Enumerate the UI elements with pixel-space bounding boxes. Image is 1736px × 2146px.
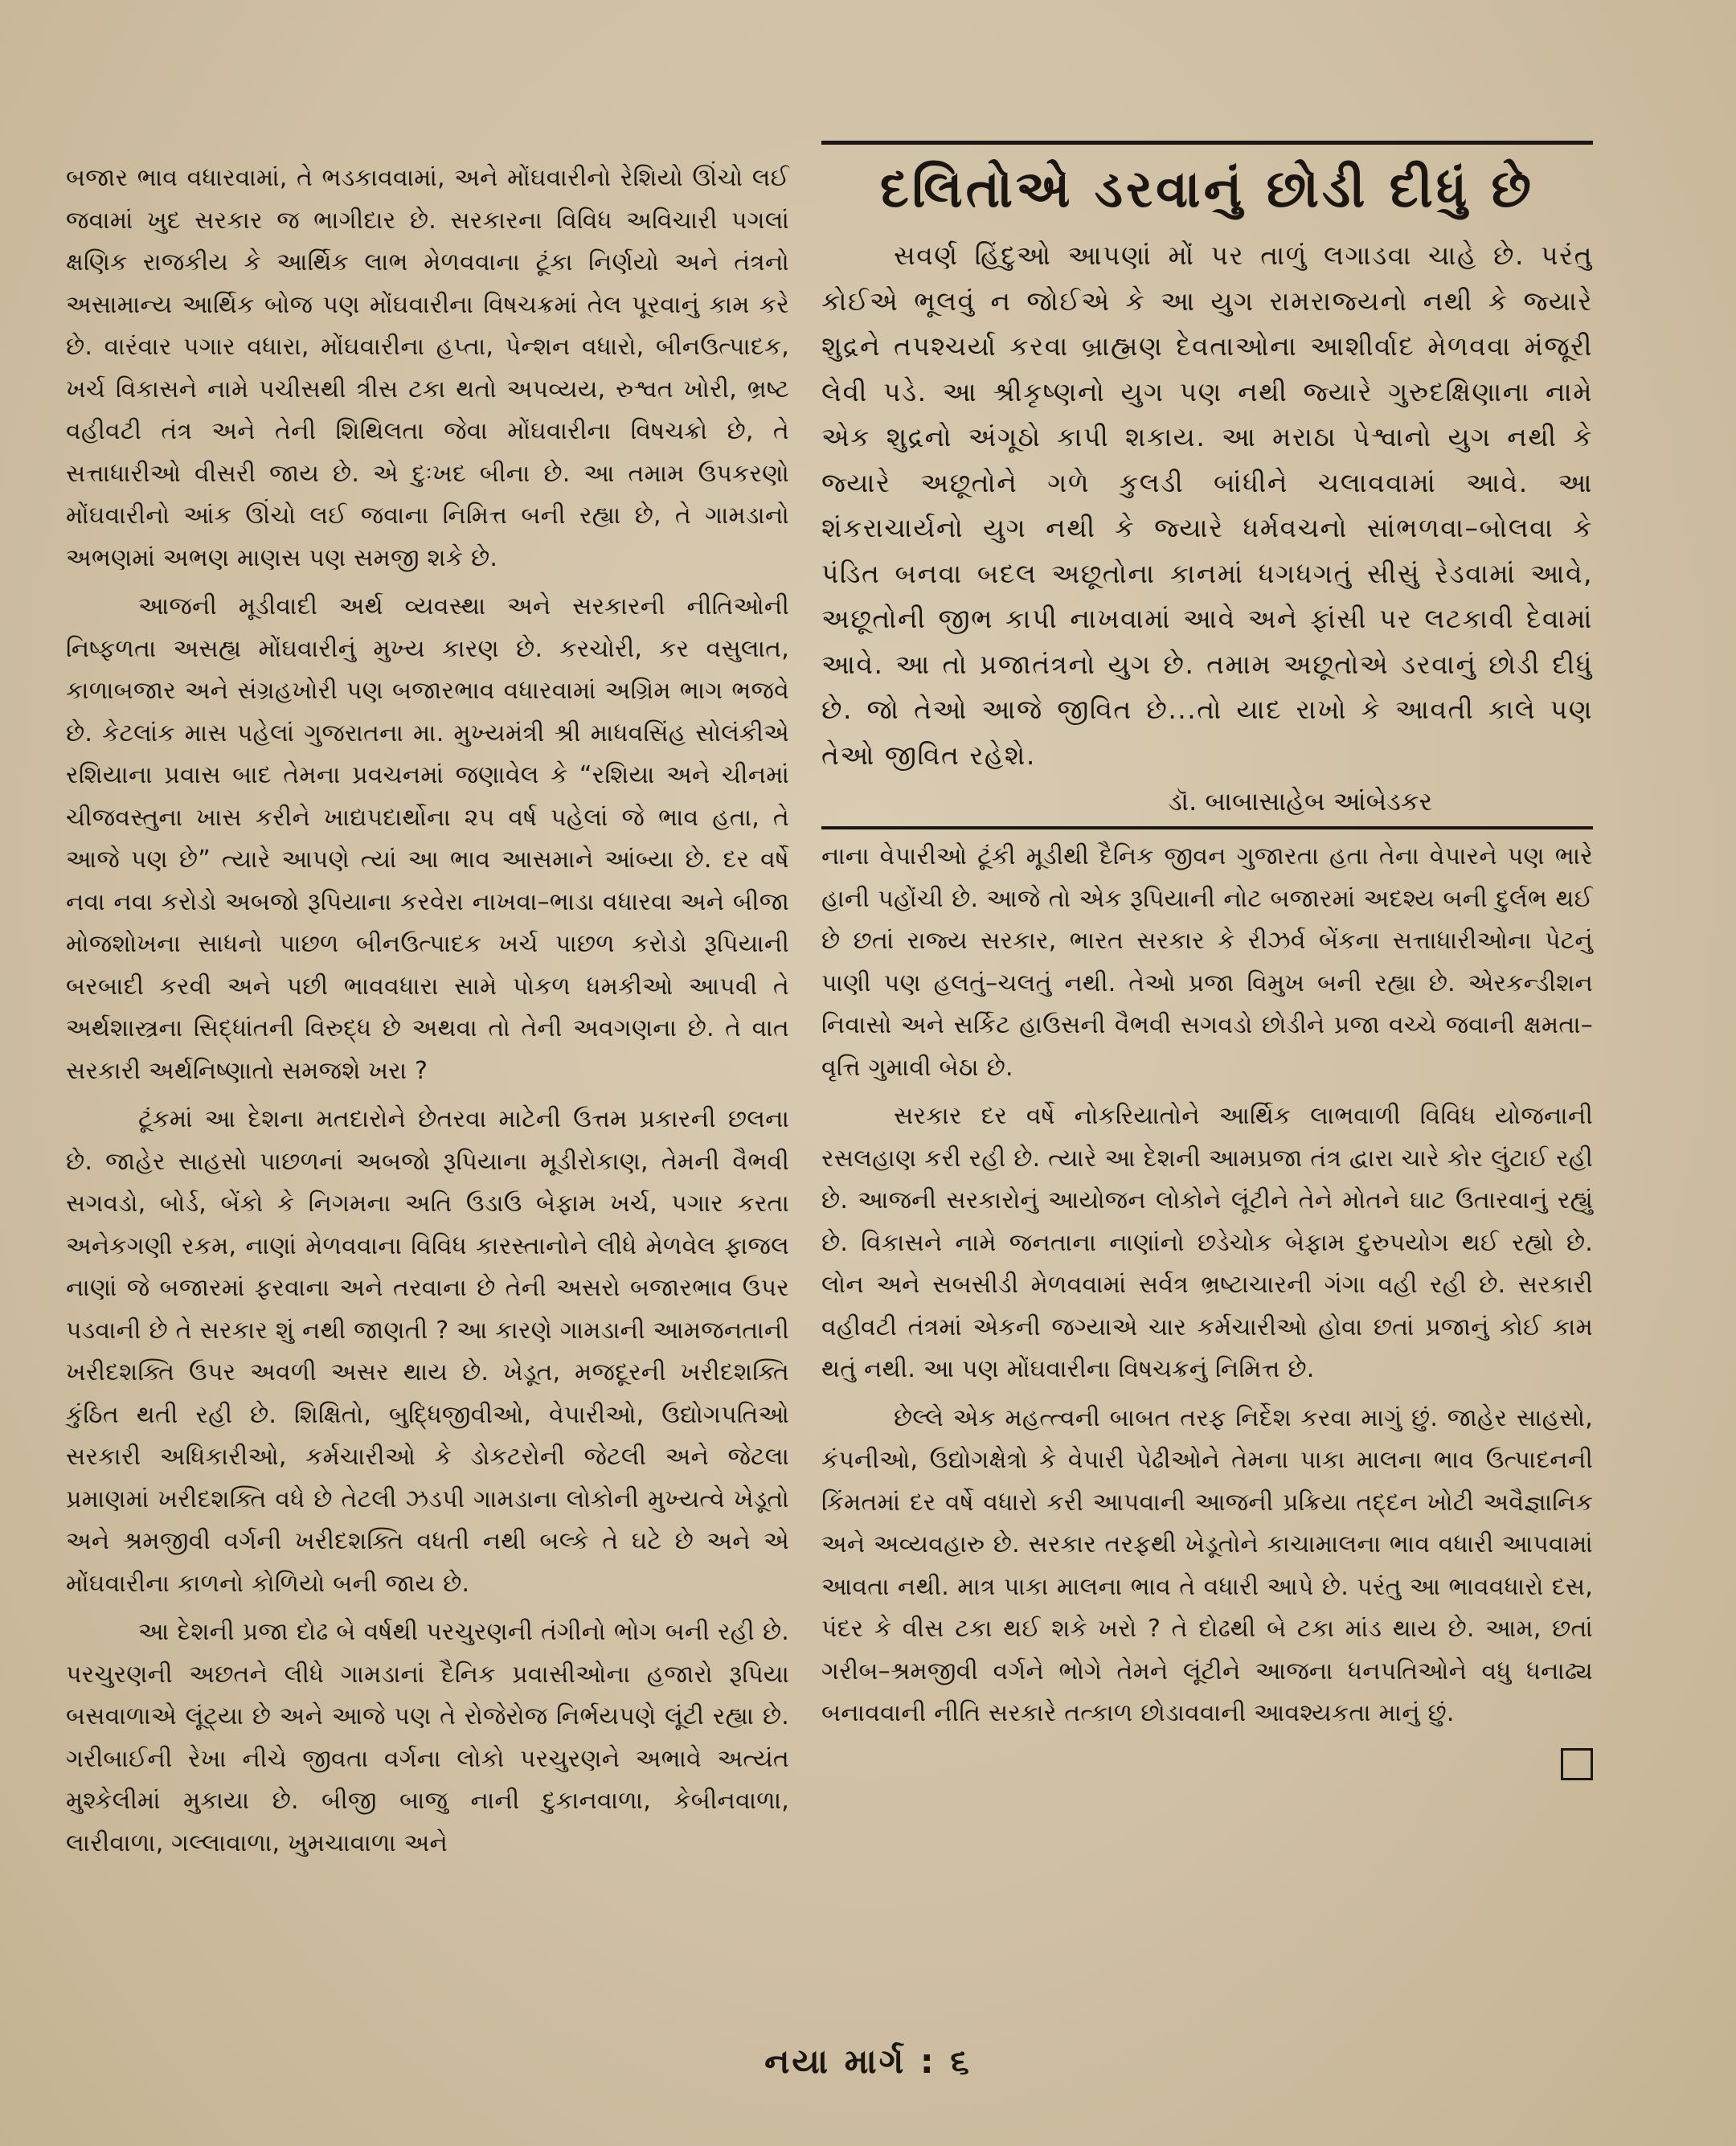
box-top-rule: [821, 141, 1593, 145]
box-title: દલિતોએ ડરવાનું છોડી દીધું છે: [879, 160, 1535, 219]
left-column: [66, 158, 789, 1871]
box-quote-text: સવર્ણ હિંદુઓ આપણાં મોં પર તાળું લગાડવા ચાહે છે. પરંતુ કોઈએ ભૂલવું ન જોઈએ કે આ યુગ રામરાજ્યનો નથી કે જ્યારે શુદ્રને તપશ્ચર્યા કરવા બ્રાહ્મણ દેવતાઓના આશીર્વાદ મેળવવા મંજૂરી લેવી પડે. આ શ્રીકૃષ્ણનો યુગ પણ નથી જ્યારે ગુરુદક્ષિણાના નામે એક શુદ્રનો અંગૂઠો કાપી શકાય. આ મરાઠા પેશ્વાનો યુગ નથી કે જ્યારે અછૂતોને ગળે કુલડી બાંધીને ચલાવવામાં આવે. આ શંકરાચાર્યનો યુગ નથી કે જ્યારે ધર્મવચનો સાંભળવા–બોલવા કે પંડિત બનવા બદલ અછૂતોના કાનમાં ધગધગતું સીસું રેડવામાં આવે, અછૂતોની જીભ કાપી નાખવામાં આવે અને ફાંસી પર લટકાવી દેવામાં આવે. આ તો પ્રજાતંત્રનો યુગ છે. તમામ અછૂતોએ ડરવાનું છોડી દીધું છે. જો તેઓ આજે જીવિત છે...તો યાદ રાખો કે આવતી કાલે પણ તેઓ જીવિત રહેશે.: [821, 240, 1593, 771]
quote-box: [821, 141, 1593, 829]
right-column: [821, 141, 1593, 1780]
article-paragraph: નાના વેપારીઓ ટૂંકી મૂડીથી દૈનિક જીવન ગુજારતા હતા તેના વેપારને પણ ભારે હાની પહોંચી છે. આજે તો એક રૂપિયાની નોટ બજારમાં અદશ્ય બની દુર્લભ થઈ છે છતાં રાજ્ય સરકાર, ભારત સરકાર કે રીઝર્વ બેંકના સત્તાધારીઓના પેટનું પાણી પણ હલતું–ચલતું નથી. તેઓ પ્રજા વિમુખ બની રહ્યા છે. એરકન્ડીશન નિવાસો અને સર્કિટ હાઉસની વૈભવી સગવડો છોડીને પ્રજા વચ્ચે જવાની ક્ષમતા–વૃત્તિ ગુમાવી બેઠા છે.: [821, 842, 1593, 1082]
page-footer: નયા માર્ગ : ૬: [764, 2042, 972, 2081]
article-paragraph: ટૂંકમાં આ દેશના મતદારોને છેતરવા માટેની ઉત્તમ પ્રકારની છલના છે. જાહેર સાહસો પાછળનાં અબજો રૂપિયાના મૂડીરોકાણ, તેમની વૈભવી સગવડો, બોર્ડ, બેંકો કે નિગમના અતિ ઉડાઉ બેફામ ખર્ચ, પગાર કરતા અનેકગણી રકમ, નાણાં મેળવવાના વિવિધ કારસ્તાનોને લીધે મેળવેલ ફાજલ નાણાં જે બજારમાં ફરવાના અને તરવાના છે તેની અસરો બજારભાવ ઉપર પડવાની છે તે સરકાર શું નથી જાણતી ? આ કારણે ગામડાની આમજનતાની ખરીદશક્તિ ઉપર અવળી અસર થાય છે. ખેડૂત, મજદૂરની ખરીદશક્તિ કુંઠિત થતી રહી છે. શિક્ષિતો, બુદ્ધિજીવીઓ, વેપારીઓ, ઉદ્યોગપતિઓ સરકારી અધિકારીઓ, કર્મચારીઓ કે ડોકટરોની જેટલી અને જેટલા પ્રમાણમાં ખરીદશક્તિ વધે છે તેટલી ઝડપી ગામડાના લોકોની મુખ્યત્વે ખેડૂતો અને શ્રમજીવી વર્ગની ખરીદશક્તિ વધતી નથી બલ્કે તે ઘટે છે અને એ મોંઘવારીના કાળનો કોળિયો બની જાય છે.: [66, 1105, 789, 1598]
article-paragraph: સરકાર દર વર્ષે નોકરિયાતોને આર્થિક લાભવાળી વિવિધ યોજનાની રસલહાણ કરી રહી છે. ત્યારે આ દેશની આમપ્રજા તંત્ર દ્વારા ચારે કોર લુંટાઈ રહી છે. આજની સરકારોનું આયોજન લોકોને લૂંટીને તેને મોતને ઘાટ ઉતારવાનું રહ્યું છે. વિકાસને નામે જનતાના નાણાંનો છડેચોક બેફામ દુરુપયોગ થઈ રહ્યો છે. લોન અને સબસીડી મેળવવામાં સર્વત્ર ભ્રષ્ટાચારની ગંગા વહી રહી છે. સરકારી વહીવટી તંત્રમાં એકની જગ્યાએ ચાર કર્મચારીઓ હોવા છતાં પ્રજાનું કોઈ કામ થતું નથી. આ પણ મોંઘવારીના વિષચક્રનું નિમિત્ત છે.: [821, 1102, 1593, 1383]
article-paragraph: આ દેશની પ્રજા દોઢ બે વર્ષથી પરચુરણની તંગીનો ભોગ બની રહી છે. પરચુરણની અછતને લીધે ગામડાનાં દૈનિક પ્રવાસીઓના હજારો રૂપિયા બસવાળાએ લૂંટ્યા છે અને આજે પણ તે રોજેરોજ નિર્ભયપણે લૂંટી રહ્યા છે. ગરીબાઈની રેખા નીચે જીવતા વર્ગના લોકો પરચુરણને અભાવે અત્યંત મુશ્કેલીમાં મુકાયા છે. બીજી બાજુ નાની દુકાનવાળા, કેબીનવાળા, લારીવાળા, ગલ્લાવાળા, ખુમચાવાળા અને: [66, 1618, 789, 1857]
end-of-article-square-icon: [1561, 1748, 1593, 1780]
article-paragraph: બજાર ભાવ વધારવામાં, તે ભડકાવવામાં, અને મોંઘવારીનો રેશિયો ઊંચો લઈ જવામાં ખુદ સરકાર જ ભાગીદાર છે. સરકારના વિવિધ અવિચારી પગલાં ક્ષણિક રાજકીય કે આર્થિક લાભ મેળવવાના ટૂંકા નિર્ણયો અને તંત્રનો અસામાન્ય આર્થિક બોજ પણ મોંઘવારીના વિષચક્રમાં તેલ પૂરવાનું કામ કરે છે. વારંવાર પગાર વધારા, મોંઘવારીના હપ્તા, પેન્શન વધારો, બીનઉત્પાદક, ખર્ચ વિકાસને નામે પચીસથી ત્રીસ ટકા થતો અપવ્યય, રુશ્વત ખોરી, ભ્રષ્ટ વહીવટી તંત્ર અને તેની શિથિલતા જેવા મોંઘવારીના વિષચક્રો છે, તે સત્તાધારીઓ વીસરી જાય છે. એ દુઃખદ બીના છે. આ તમામ ઉપકરણો મોંઘવારીનો આંક ઊંચો લઈ જવાના નિમિત્ત બની રહ્યા છે, તે ગામડાનો અભણમાં અભણ માણસ પણ સમજી શકે છે.: [66, 164, 789, 572]
box-bottom-rule: [821, 826, 1593, 829]
article-paragraph: આજની મૂડીવાદી અર્થ વ્યવસ્થા અને સરકારની નીતિઓની નિષ્ફળતા અસહ્ય મોંઘવારીનું મુખ્ય કારણ છે. કરચોરી, કર વસુલાત, કાળાબજાર અને સંગ્રહખોરી પણ બજારભાવ વધારવામાં અગ્રિમ ભાગ ભજવે છે. કેટલાંક માસ પહેલાં ગુજરાતના મા. મુખ્યમંત્રી શ્રી માધવસિંહ સોલંકીએ રશિયાના પ્રવાસ બાદ તેમના પ્રવચનમાં જણાવેલ કે “રશિયા અને ચીનમાં ચીજવસ્તુના ખાસ કરીને ખાદ્યપદાર્થોના ૨૫ વર્ષ પહેલાં જે ભાવ હતા, તે આજે પણ છે” ત્યારે આપણે ત્યાં આ ભાવ આસમાને આંબ્યા છે. દર વર્ષે નવા નવા કરોડો અબજો રૂપિયાના કરવેરા નાખવા–ભાડા વધારવા અને બીજા મોજશોખના સાધનો પાછળ બીનઉત્પાદક ખર્ચ પાછળ કરોડો રૂપિયાની બરબાદી કરવી અને પછી ભાવવધારા સામે પોકળ ધમકીઓ આપવી તે અર્થશાસ્ત્રના સિદ્ધાંતની વિરુદ્ધ છે અથવા તો તેની અવગણના છે. તે વાત સરકારી અર્થનિષ્ણાતો સમજશે ખરા ?: [66, 592, 789, 1085]
article-paragraph: છેલ્લે એક મહત્ત્વની બાબત તરફ નિર્દેશ કરવા માગું છું. જાહેર સાહસો, કંપનીઓ, ઉદ્યોગક્ષેત્રો કે વેપારી પેઢીઓને તેમના પાકા માલના ભાવ ઉત્પાદનની કિંમતમાં દર વર્ષે વધારો કરી આપવાની આજની પ્રક્રિયા તદ્દન ખોટી અવૈજ્ઞાનિક અને અવ્યવહારુ છે. સરકાર તરફથી ખેડૂતોને કાચામાલના ભાવ વધારી આપવામાં આવતા નથી. માત્ર પાકા માલના ભાવ તે વધારી આપે છે. પરંતુ આ ભાવવધારો દસ, પંદર કે વીસ ટકા થઈ શકે ખરો ? તે દોઢથી બે ટકા માંડ થાય છે. આમ, છતાં ગરીબ–શ્રમજીવી વર્ગને ભોગે તેમને લૂંટીને આજના ધનપતિઓને વધુ ધનાઢ્ય બનાવવાની નીતિ સરકારે તત્કાળ છોડાવવાની આવશ્યકતા માનું છું.: [821, 1403, 1593, 1727]
box-author: ડૉ. બાબાસાહેબ આંબેડકર: [1168, 786, 1432, 817]
box-body: [821, 233, 1593, 778]
